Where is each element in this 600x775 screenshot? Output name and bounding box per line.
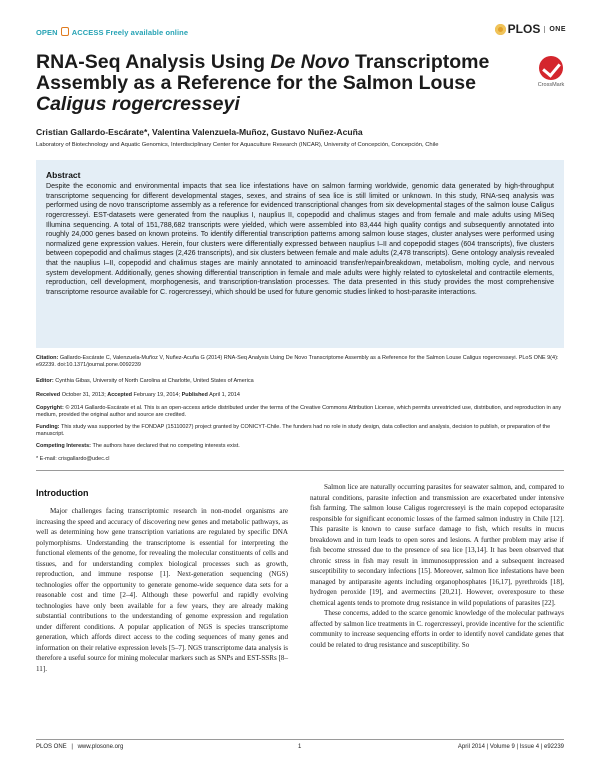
intro-paragraph: Major challenges facing transcriptomic research in non-model organisms are increasing the speed and accuracy of discovering new genes and metabolic pathways, as well as determining how gene transcription variations are regulated by specific DNA polymorphisms. Understanding the transcriptome is essential for interpreting the functional elements of the genome, for revealing the molecular constituents of cells and tissues, and for understanding complex biological processes such as growth, reproduction, and immune response [1]. Next-generation sequencing (NGS) technologies offer the opportunity to generate genome-wide sequence data sets for a reasonable cost and time [2–4]. Although these powerful and rapidly evolving technologies have only been available for a few years, they are already making substantial contributions to the understanding of genome expression and regulation under different conditions. A popular application of NGS is species transcriptome generation, which affords direct access to the coding sequences of many genes and information on their relative expression levels [5–7]. NGS transcriptome data analysis is therefore a useful source for mining molecular markers such as SNPs and EST-SSRs [8–11]. xyxy=(36,507,288,673)
editor xyxy=(36,378,564,385)
plos-wordmark: PLOS xyxy=(507,22,541,36)
footer-issue: April 2014 | Volume 9 | Issue 4 | e92239 xyxy=(457,744,564,750)
affiliation: Laboratory of Biotechnology and Aquatic Genomics, Interdisciplinary Center for Aquaculture Research (INCAR), University of Concepción, Concepción, Chile xyxy=(36,142,439,148)
published-label: Published xyxy=(181,392,208,398)
one-wordmark: ONE xyxy=(544,26,566,33)
title-species: Caligus rogercresseyi xyxy=(36,93,240,115)
title-part-2: Transcriptome xyxy=(349,51,490,73)
abstract-body: Despite the economic and environmental impacts that sea lice infestations have on salmon farming worldwide, genomic data generated by high-throughput transcriptome sequencing for different developmental stages, sexes, and strains of sea lice is still limited or unknown. In this study, RNA-seq analysis was performed using de novo transcriptome assembly as a reference for evidenced transcriptional changes from six developmental stages of the salmon louse Caligus rogercresseyi. EST-datasets were generated from the nauplius I, nauplius II, copepodid and chalimus stages and from female and male adults using MiSeq Illumina sequencing. A total of 151,788,682 transcripts were yielded, which were assembled into 83,444 high quality contigs and subsequently annotated into roughly 24,000 genes based on known proteins. To identify differential transcription patterns among salmon louse stages, cluster analyses were performed using normalized gene expression values. Herein, four clusters were differentially expressed between nauplius I–II and copepodid stages (604 transcripts), five clusters between copepodid and chalimus stages (2,426 transcripts), and six clusters between female and male adults (2,478 transcripts). Gene ontology analysis revealed that the nauplius I–II, copepodid and chalimus stages are mainly annotated to aminoacid transfer/repair/breakdown, metabolism, molting cycle, and nervous system development. Additionally, genes showing differential transcription in female and male adults were highly related to cytoskeletal and contractile elements, reproduction, cell development, morphogenesis, and transcription-translation processes. The data presented in this study provides the most comprehensive transcriptome resource available for C. rogercresseyi, which should be used for future genomic studies linked to host-parasite interactions. xyxy=(46,183,554,296)
copyright-label: Copyright: xyxy=(36,405,64,411)
editor-text: Cynthia Gibas, University of North Carolina at Charlotte, United States of America xyxy=(55,378,254,384)
article-title xyxy=(36,52,506,115)
author-list: Cristian Gallardo-Escárate*, Valentina Valenzuela-Muñoz, Gustavo Nuñez-Acuña xyxy=(36,127,363,137)
footer-journal-name: PLOS ONE xyxy=(36,744,67,750)
intro-left-column xyxy=(36,506,288,674)
crossmark-label: CrossMark xyxy=(537,82,565,88)
corresponding-email[interactable]: * E-mail: crisgallardo@udec.cl xyxy=(36,456,110,462)
received-date: October 31, 2013; xyxy=(61,392,106,398)
competing-label: Competing Interests: xyxy=(36,443,92,449)
meta-divider xyxy=(36,470,564,471)
plos-one-logo xyxy=(495,22,566,36)
published-date: April 1, 2014 xyxy=(209,392,240,398)
title-italic-de-novo: De Novo xyxy=(270,51,350,73)
page-number: 1 xyxy=(298,744,302,750)
copyright xyxy=(36,405,564,419)
open-label: OPEN xyxy=(36,28,58,37)
title-line-2: Assembly as a Reference for the Salmon Louse xyxy=(36,72,476,94)
footer-site-link[interactable]: www.plosone.org xyxy=(77,744,124,750)
dates xyxy=(36,392,564,399)
freely-available-label: Freely available online xyxy=(105,28,189,37)
intro-right-column xyxy=(310,482,564,650)
intro-paragraph: These concerns, added to the scarce genomic knowledge of the molecular pathways affected by salmon lice treatments in C. rogercresseyi, provide incentive for the scientific community to increase sequencing efforts in order to identify novel candidate genes that could be related to drug resistance and susceptibility. So xyxy=(310,609,564,649)
funding-label: Funding: xyxy=(36,424,60,430)
open-access-banner xyxy=(36,27,188,37)
editor-label: Editor: xyxy=(36,378,54,384)
access-label: ACCESS xyxy=(71,28,104,37)
citation xyxy=(36,355,564,369)
plos-flower-icon xyxy=(495,24,506,35)
title-part-1: RNA-Seq Analysis Using xyxy=(36,51,271,73)
citation-text: Gallardo-Escárate C, Valenzuela-Muñoz V, Nuñez-Acuña G (2014) RNA-Seq Analysis Using De Novo Transcriptome Assembly as a Reference for the Salmon Louse Caligus rogercresseyi. PLoS ONE 9(4): e92239. doi:10.1371/journal.pone.0092239 xyxy=(36,355,559,368)
received-label: Received xyxy=(36,392,61,398)
citation-label: Citation: xyxy=(36,355,59,361)
crossmark-badge[interactable] xyxy=(536,56,566,88)
competing-interests xyxy=(36,443,564,450)
accepted-label: Accepted xyxy=(107,392,133,398)
funding-text: This study was supported by the FONDAP (15110027) project granted by CONICYT-Chile. The funders had no role in study design, data collection and analysis, decision to publish, or preparation of the manuscript. xyxy=(36,424,551,437)
intro-paragraph: Salmon lice are naturally occurring parasites for seawater salmon, and, compared to natural conditions, parasite infection and transmission are exacerbated under intensive fish farming. The salmon louse Caligus rogercresseyi is the main copepod ectoparasite responsible for significant economic losses of the farmed salmon industry in Chile [12]. This parasite is known to cause surface damage to fish, which results in mucus breakdown and in turn leads to open sores and lesions. A further problem may arise if fish become stressed due to the presence of sea lice [13,14]. It has been observed that chronic stress in fish may result in immunosuppression and a subsequent increased susceptibility to secondary infections [15]. Moreover, salmon lice infestations have been managed by antiparasite agents including organophosphates [16,17], pyrethroids [18], hydrogen peroxide [19], and avermectins [20,21]. However, overexposure to these chemical agents tends to promote drug resistance in wild populations of parasites [22]. xyxy=(310,483,564,607)
competing-text: The authors have declared that no competing interests exist. xyxy=(92,443,240,449)
open-access-lock-icon xyxy=(61,27,69,36)
accepted-date: February 19, 2014; xyxy=(133,392,181,398)
footer-divider xyxy=(36,739,564,740)
abstract-heading: Abstract xyxy=(46,170,81,180)
introduction-heading: Introduction xyxy=(36,488,89,498)
funding xyxy=(36,424,564,438)
copyright-text: © 2014 Gallardo-Escárate et al. This is an open-access article distributed under the terms of the Creative Commons Attribution License, which permits unrestricted use, distribution, and reproduction in any medium, provided the original author and source are credited. xyxy=(36,405,562,418)
footer-journal: PLOS ONE | www.plosone.org xyxy=(36,744,124,750)
crossmark-icon xyxy=(539,56,563,80)
